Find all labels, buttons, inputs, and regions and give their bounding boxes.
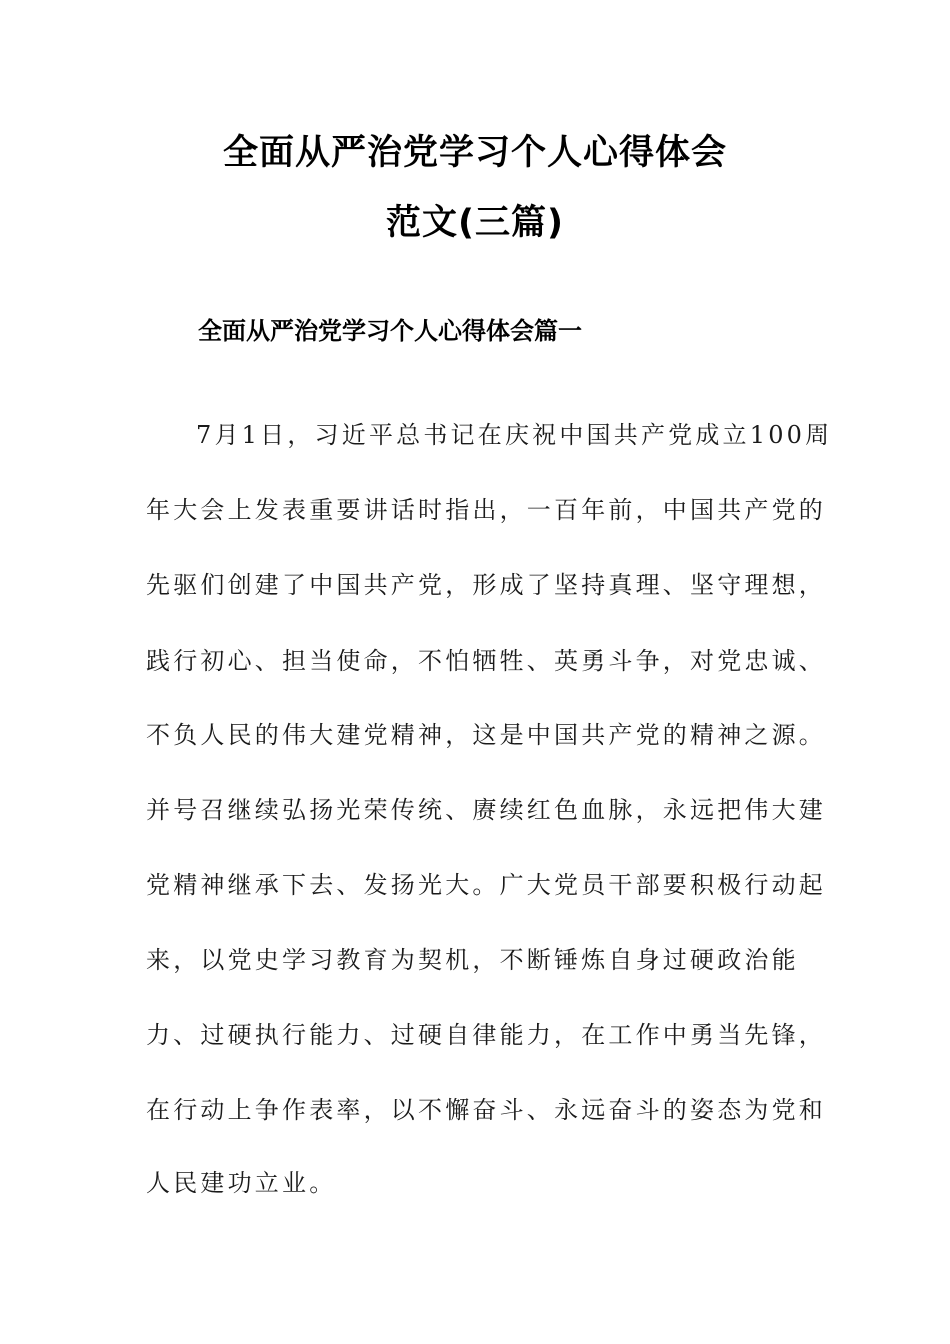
paragraph-line-5: 不负人民的伟大建党精神，这是中国共产党的精神之源。 <box>146 721 826 749</box>
paragraph-line-8: 来，以党史学习教育为契机，不断锤炼自身过硬政治能 <box>146 946 799 974</box>
paragraph-line-3: 先驱们创建了中国共产党，形成了坚持真理、坚守理想， <box>146 571 826 599</box>
paragraph-line-1: 7月1日，习近平总书记在庆祝中国共产党成立100周 <box>196 421 833 449</box>
document-title-line-2: 范文(三篇) <box>386 203 564 243</box>
document-title-line-1: 全面从严治党学习个人心得体会 <box>222 133 727 173</box>
paragraph-line-6: 并号召继续弘扬光荣传统、赓续红色血脉，永远把伟大建 <box>146 796 826 824</box>
paragraph-line-2: 年大会上发表重要讲话时指出，一百年前，中国共产党的 <box>146 496 826 524</box>
paragraph-line-7: 党精神继承下去、发扬光大。广大党员干部要积极行动起 <box>146 871 826 899</box>
section-heading: 全面从严治党学习个人心得体会篇一 <box>198 317 582 345</box>
paragraph-line-4: 践行初心、担当使命，不怕牺牲、英勇斗争，对党忠诚、 <box>146 647 826 675</box>
paragraph-line-10: 在行动上争作表率，以不懈奋斗、永远奋斗的姿态为党和 <box>146 1096 826 1124</box>
paragraph-line-9: 力、过硬执行能力、过硬自律能力，在工作中勇当先锋， <box>146 1021 826 1049</box>
paragraph-line-11: 人民建功立业。 <box>146 1169 337 1197</box>
